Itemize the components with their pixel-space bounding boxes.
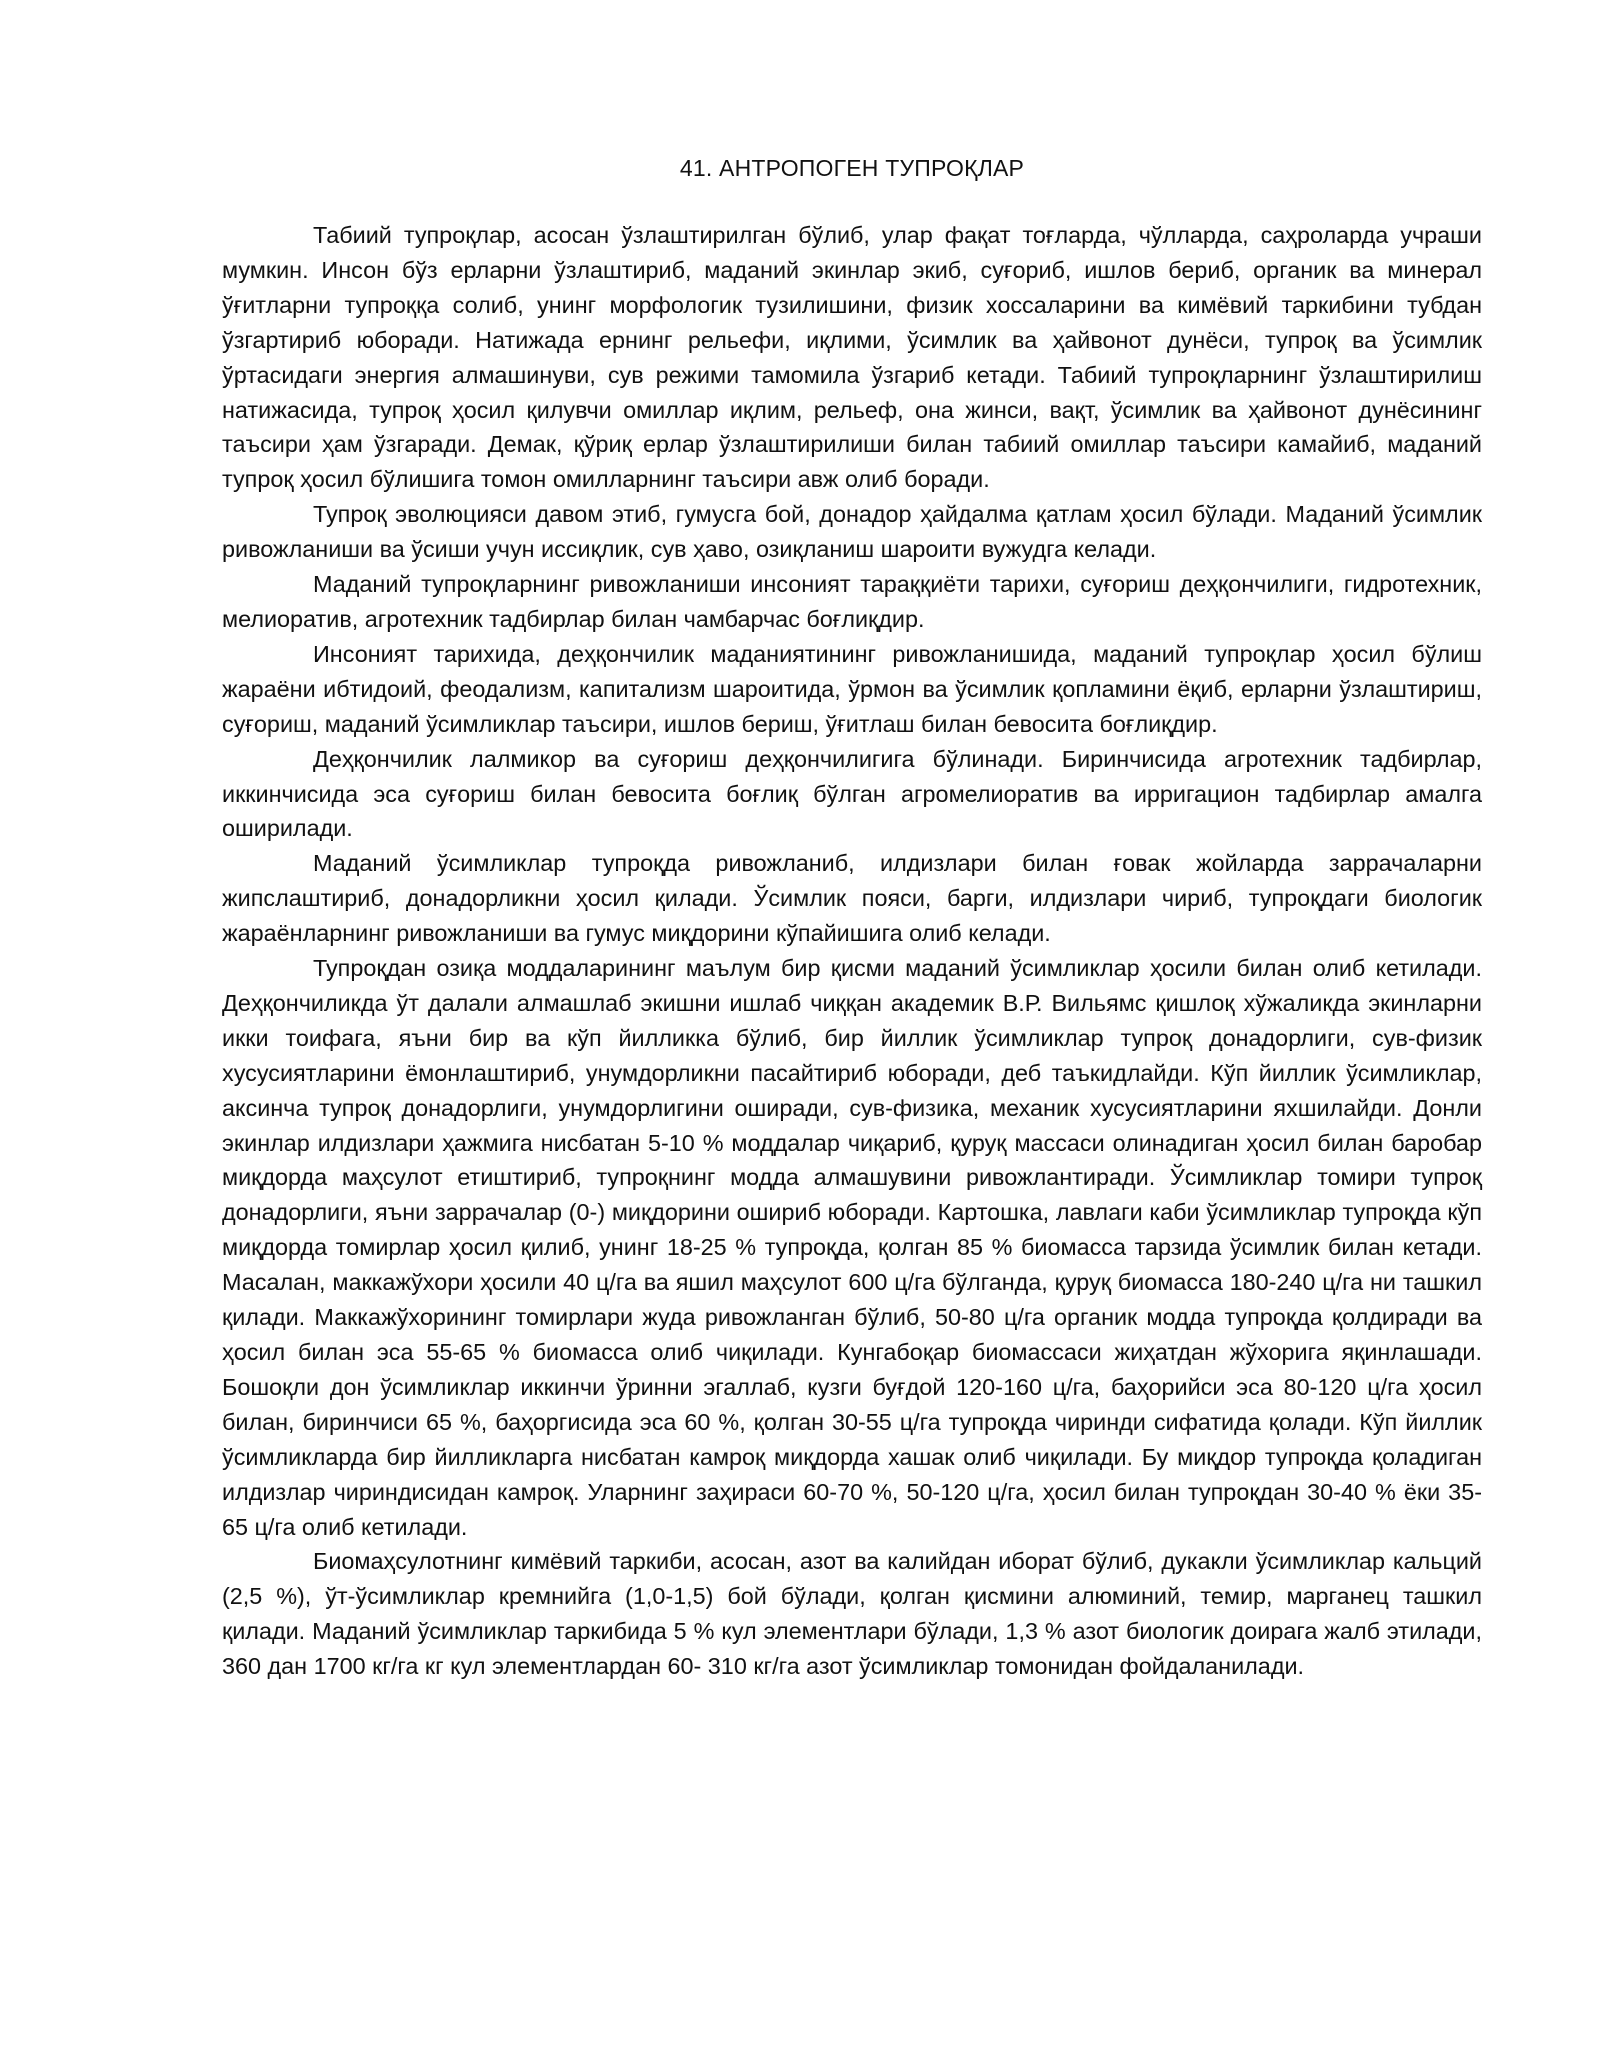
page-title: 41. АНТРОПОГЕН ТУПРОҚЛАР: [679, 155, 1025, 181]
paragraph: Биомаҳсулотнинг кимёвий таркиби, асосан, азот ва калийдан иборат бўлиб, дукакли ўсимликлар кальций (2,5 %), ўт-ўсимликлар кремнийга (1,0-1,5) бой бўлади, қолган қисмини алюминий, темир, марганец ташкил қилади. Маданий ўсимликлар таркибида 5 % кул элементлари бўлади, 1,3 % азот биологик доирага жалб этилади, 360 дан 1700 кг/га кг кул элементлардан 60- 310 кг/га азот ўсимликлар томонидан фойдаланилади.: [222, 1548, 1482, 1680]
paragraph: Тупроқ эволюцияси давом этиб, гумусга бой, донадор ҳайдалма қатлам ҳосил бўлади. Маданий ўсимлик ривожланиши ва ўсиши учун иссиқлик, сув ҳаво, озиқланиш шароити вужудга келади.: [222, 501, 1482, 563]
paragraph: Деҳқончилик лалмикор ва суғориш деҳқончилигига бўлинади. Биринчисида агротехник тадбирлар, иккинчисида эса суғориш билан бевосита боғлиқ бўлган агромелиоратив ва ирригацион тадбирлар амалга оширилади.: [222, 745, 1482, 842]
paragraph: Табиий тупроқлар, асосан ўзлаштирилган бўлиб, улар фақат тоғларда, чўлларда, саҳроларда учраши мумкин. Инсон бўз ерларни ўзлаштириб, маданий экинлар экиб, суғориб, ишлов бериб, органик ва минерал ўғитларни тупроққа солиб, унинг морфологик тузилишини, физик хоссаларини ва кимёвий таркибини тубдан ўзгартириб юборади. Натижада ернинг рельефи, иқлими, ўсимлик ва ҳайвонот дунёси, тупроқ ва ўсимлик ўртасидаги энергия алмашинуви, сув режими тамомила ўзгариб кетади. Табиий тупроқларнинг ўзлаштирилиш натижасида, тупроқ ҳосил қилувчи омиллар иқлим, рельеф, она жинси, вақт, ўсимлик ва ҳайвонот дунёсининг таъсири ҳам ўзгаради. Демак, қўриқ ерлар ўзлаштирилиши билан табиий омиллар таъсири камайиб, маданий тупроқ ҳосил бўлишига томон омилларнинг таъсири авж олиб боради.: [222, 222, 1482, 493]
paragraph: Маданий тупроқларнинг ривожланиши инсоният тараққиёти тарихи, суғориш деҳқончилиги, гидротехник, мелиоратив, агротехник тадбирлар билан чамбарчас боғлиқдир.: [222, 571, 1482, 632]
paragraph: Маданий ўсимликлар тупроқда ривожланиб, илдизлари билан ғовак жойларда заррачаларни жипслаштириб, донадорликни ҳосил қилади. Ўсимлик пояси, барги, илдизлари чириб, тупроқдаги биологик жараёнларнинг ривожланиши ва гумус миқдорини кўпайишига олиб келади.: [222, 850, 1482, 947]
document-body: [222, 218, 1482, 1684]
paragraph: Инсоният тарихида, деҳқончилик маданиятининг ривожланишида, маданий тупроқлар ҳосил бўлиш жараёни ибтидоий, феодализм, капитализм шароитида, ўрмон ва ўсимлик қопламини ёқиб, ерларни ўзлаштириш, суғориш, маданий ўсимликлар таъсири, ишлов бериш, ўғитлаш билан бевосита боғлиқдир.: [222, 640, 1482, 737]
paragraph: Тупроқдан озиқа моддаларининг маълум бир қисми маданий ўсимликлар ҳосили билан олиб кетилади. Деҳқончиликда ўт далали алмашлаб экишни ишлаб чиққан академик В.Р. Вильямс қишлоқ хўжаликда экинларни икки тоифага, яъни бир ва кўп йилликка бўлиб, бир йиллик ўсимликлар тупроқ донадорлиги, сув-физик хусусиятларини ёмонлаштириб, унумдорликни пасайтириб юборади, деб таъкидлайди. Кўп йиллик ўсимликлар, аксинча тупроқ донадорлиги, унумдорлигини оширади, сув-физика, механик хусусиятларини яхшилайди. Донли экинлар илдизлари ҳажмига нисбатан 5-10 % моддалар чиқариб, қуруқ массаси олинадиган ҳосил билан баробар миқдорда маҳсулот етиштириб, тупроқнинг модда алмашувини ривожлантиради. Ўсимликлар томири тупроқ донадорлиги, яъни заррачалар (0-) миқдорини ошириб юборади. Картошка, лавлаги каби ўсимликлар тупроқда кўп миқдорда томирлар ҳосил қилиб, унинг 18-25 % тупроқда, қолган 85 % биомасса тарзида ўсимлик билан кетади. Масалан, маккажўхори ҳосили 40 ц/га ва яшил маҳсулот 600 ц/га бўлганда, қуруқ биомасса 180-240 ц/га ни ташкил қилади. Маккажўхорининг томирлари жуда ривожланган бўлиб, 50-80 ц/га органик модда тупроқда қолдиради ва ҳосил билан эса 55-65 % биомасса олиб чиқилади. Кунгабоқар биомассаси жиҳатдан жўхорига яқинлашади. Бошоқли дон ўсимликлар иккинчи ўринни эгаллаб, кузги буғдой 120-160 ц/га, баҳорийси эса 80-120 ц/га ҳосил билан, биринчиси 65 %, баҳоргисида эса 60 %, қолган 30-55 ц/га тупроқда чиринди сифатида қолади. Кўп йиллик ўсимликларда бир йилликларга нисбатан камроқ миқдорда хашак олиб чиқилади. Бу миқдор тупроқда қоладиган илдизлар чириндисидан камроқ. Уларнинг заҳираси 60-70 %, 50-120 ц/га, ҳосил билан тупроқдан 30-40 % ёки 35-65 ц/га олиб кетилади.: [222, 955, 1482, 1540]
